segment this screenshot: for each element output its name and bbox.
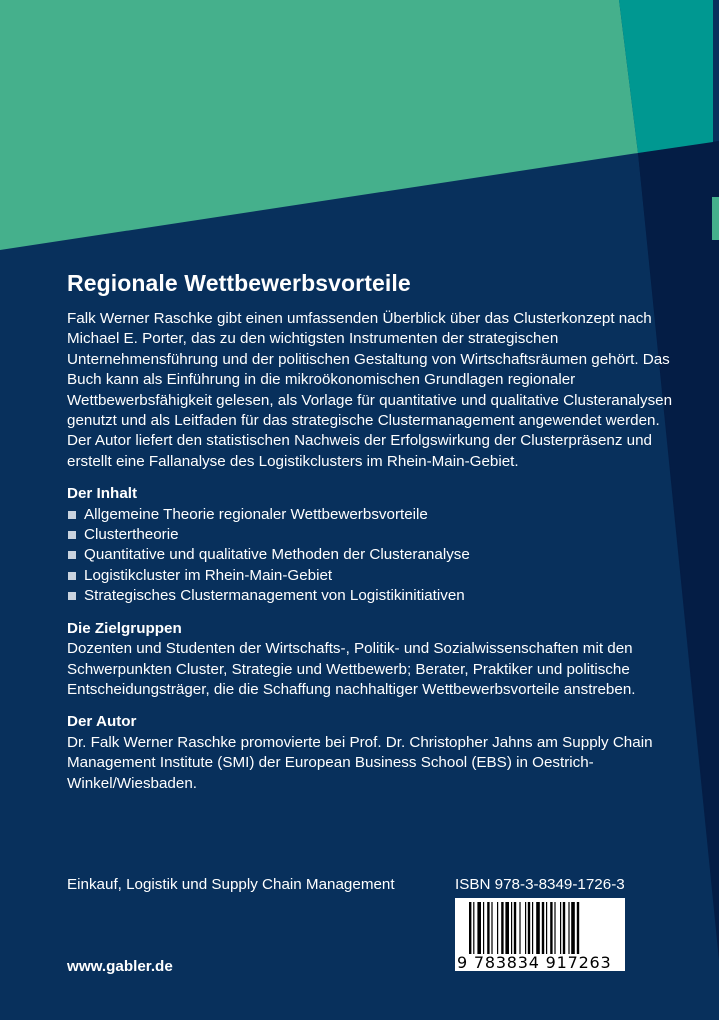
barcode-bar: [505, 902, 509, 956]
list-item: Clustertheorie: [67, 525, 677, 545]
audience-heading: Die Zielgruppen: [67, 619, 182, 637]
publisher-website[interactable]: www.gabler.de: [67, 958, 173, 975]
book-title: Regionale Wettbewerbsvorteile: [67, 270, 411, 296]
barcode-bar: [487, 902, 489, 956]
barcode-bar: [491, 902, 492, 956]
barcode-bar: [469, 902, 471, 956]
intro-text: Falk Werner Raschke gibt einen umfassenden Überblick über das Clusterkonzept nach Michael E. Porter, das zu den wichtigsten Instrumenten der strategischen Unternehmensführung und der politischen Gestaltung von Wirtschaftsräumen gehört. Das Buch kann als Einführung in die mikroökonomischen Grundlagen regionaler Wettbewerbsfähigkeit gelesen, als Vorlage für quantitative und qualitative Clusteranalysen genutzt und als Leitfaden für das strategische Clustermanagement angewendet werden. Der Autor liefert den statistischen Nachweis der Erfolgswirkung der Clusterpräsenz und erstellt eine Fallanalyse des Logistikclusters im Rhein-Main-Gebiet.: [67, 310, 673, 470]
barcode-bar: [554, 902, 555, 956]
list-item: Logistikcluster im Rhein-Main-Gebiet: [67, 566, 677, 586]
series-name: Einkauf, Logistik und Supply Chain Management: [67, 876, 395, 893]
barcode-bar: [571, 902, 575, 956]
author-heading: Der Autor: [67, 713, 137, 731]
barcode-number: 9 783834 917263: [457, 953, 612, 972]
author-text: Dr. Falk Werner Raschke promovierte bei Prof. Dr. Christopher Jahns am Supply Chain Management Institute (SMI) der European Business School (EBS) in Oestrich-Winkel/Wiesbaden.: [67, 733, 653, 792]
barcode-bar: [519, 902, 520, 956]
barcode-bar: [525, 902, 526, 956]
barcode-bar: [546, 902, 547, 956]
cover-text: [67, 270, 677, 794]
list-item: Strategisches Clustermanagement von Logistikinitiativen: [67, 586, 677, 606]
bullet-icon: [68, 572, 76, 580]
barcode-bars: [455, 898, 625, 958]
barcode-bar: [511, 902, 512, 956]
barcode-bar: [473, 902, 474, 956]
barcode-bar: [477, 902, 481, 956]
green-panel: [0, 0, 638, 250]
bullet-icon: [68, 592, 76, 600]
list-item: Allgemeine Theorie regionaler Wettbewerbsvorteile: [67, 505, 677, 525]
barcode-bar: [536, 902, 540, 956]
audience-text: Dozenten und Studenten der Wirtschafts-, Politik- und Sozialwissenschaften mit den Schwerpunkten Cluster, Strategie und Wettbewerb; Berater, Praktiker und politische Entscheidungsträger, die die Schaffung nachhaltiger Wettbewerbsvorteile anstreben.: [67, 640, 636, 698]
barcode-bar: [560, 902, 561, 956]
barcode-bar: [532, 902, 533, 956]
contents-heading: Der Inhalt: [67, 485, 138, 503]
list-item: Quantitative und qualitative Methoden der Clusteranalyse: [67, 545, 677, 565]
barcode-bar: [577, 902, 579, 956]
bullet-icon: [68, 531, 76, 539]
barcode-bar: [568, 902, 569, 956]
barcode-bar: [542, 902, 544, 956]
bullet-icon: [68, 551, 76, 559]
barcode-bar: [497, 902, 498, 956]
barcode-bar: [514, 902, 516, 956]
isbn: ISBN 978-3-8349-1726-3: [455, 876, 625, 893]
barcode-bar: [528, 902, 530, 956]
bullet-icon: [68, 511, 76, 519]
contents-list: [67, 505, 677, 607]
barcode-bar: [501, 902, 503, 956]
barcode: [455, 898, 625, 971]
barcode-bar: [483, 902, 484, 956]
barcode-bar: [563, 902, 565, 956]
teal-accent: [712, 197, 719, 240]
barcode-bar: [550, 902, 552, 956]
